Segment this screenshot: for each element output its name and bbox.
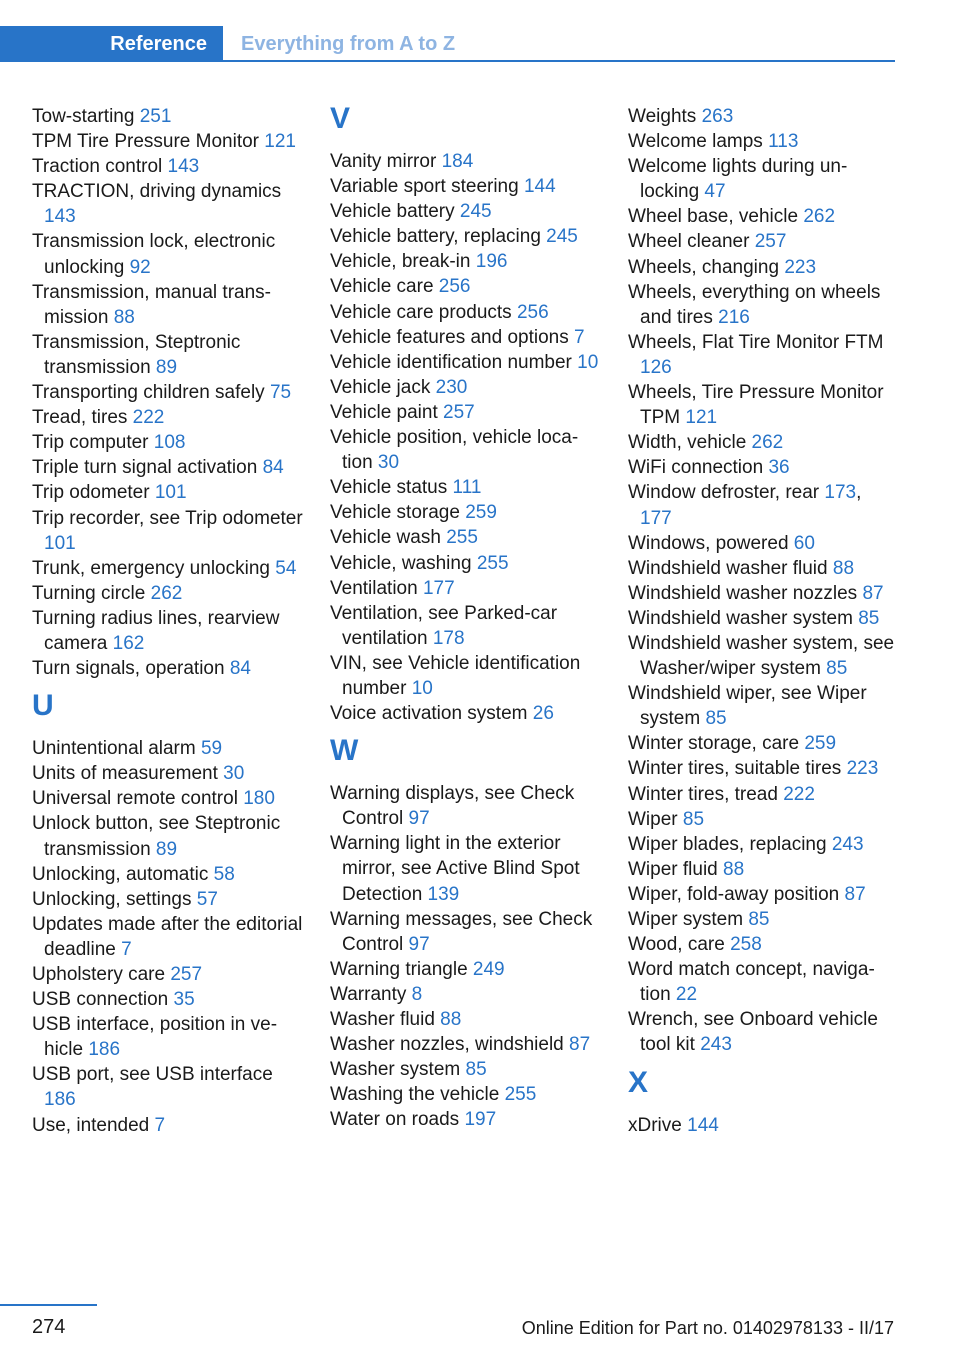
page-reference-link[interactable]: 7 (574, 326, 585, 348)
index-entry-term: Unlocking, settings (32, 888, 197, 910)
index-entry-term: Window defroster, rear (628, 482, 825, 504)
index-entry-term: Vehicle wash (330, 527, 447, 549)
index-entry-term: TRACTION, driving dynamics (32, 181, 282, 203)
index-entry-term: Washer nozzles, windshield (330, 1034, 570, 1056)
page-reference-link[interactable]: 257 (170, 964, 203, 985)
index-entry (330, 1057, 602, 1082)
index-entry-term: Tow-starting (32, 106, 140, 127)
index-entry (330, 300, 602, 325)
index-entry-term: Warranty (330, 983, 412, 1005)
index-entry-term: Wheel cleaner (628, 231, 755, 253)
index-entry (32, 455, 304, 480)
page-reference-link[interactable]: 143 (167, 156, 200, 178)
page-reference-link[interactable]: 88 (440, 1009, 462, 1030)
page-reference-link[interactable]: 85 (826, 658, 848, 680)
page-reference-link[interactable]: 144 (523, 176, 556, 198)
index-entry (32, 887, 304, 912)
index-entry-term: Winter tires, tread (628, 783, 784, 805)
index-entry-term: Vehicle features and options (330, 326, 575, 348)
page-reference-link[interactable]: 60 (793, 532, 815, 554)
index-entry (330, 781, 602, 831)
page-reference-link[interactable]: 245 (546, 226, 578, 248)
page-reference-link[interactable]: 10 (577, 351, 599, 373)
index-entry (330, 249, 602, 274)
page-reference-link[interactable]: 88 (832, 557, 855, 579)
page-reference-link[interactable]: 259 (804, 733, 837, 755)
page-reference-link[interactable]: 113 (768, 131, 799, 153)
page-reference-link[interactable]: 222 (783, 783, 815, 805)
index-entry (32, 330, 304, 380)
page-reference-link[interactable]: 126 (640, 356, 672, 378)
index-entry (32, 862, 304, 887)
subsection-title: Everything from A to Z (241, 33, 456, 55)
index-entry-term: Vehicle battery, replacing (330, 226, 547, 248)
page-reference-link[interactable]: 121 (685, 407, 718, 429)
index-entry-term: Warning triangle (330, 958, 473, 980)
index-entry (628, 255, 896, 280)
index-entry (32, 606, 304, 656)
index-entry (628, 731, 896, 756)
index-entry (330, 475, 602, 500)
page-reference-link[interactable]: 249 (472, 958, 505, 980)
index-entry (330, 651, 602, 701)
index-entry (32, 1012, 304, 1062)
index-entry-term: Wheels, Flat Tire Monitor FTM (628, 331, 884, 353)
index-entry-term: Tread, tires (32, 407, 133, 429)
page-reference-link[interactable]: 59 (200, 738, 223, 760)
index-entry (628, 581, 896, 606)
index-entry (32, 229, 304, 279)
index-entry (32, 811, 304, 861)
header-rule (223, 60, 895, 62)
footer-rule (0, 1304, 97, 1306)
index-entry-term: Universal remote control (32, 788, 244, 810)
index-entry (628, 556, 896, 581)
page-reference-link[interactable]: 36 (768, 457, 790, 479)
page-reference-link[interactable]: 223 (846, 758, 879, 780)
index-entry-term: Windshield washer system (628, 607, 859, 629)
index-entry (32, 1113, 304, 1138)
page-reference-link[interactable]: 262 (150, 582, 183, 604)
page-reference-link[interactable]: 30 (223, 763, 245, 785)
page-reference-link[interactable]: 101 (44, 532, 76, 554)
index-entry-term: Unintentional alarm (32, 738, 201, 760)
index-entry (330, 375, 602, 400)
index-entry (628, 807, 896, 832)
edition-note: Online Edition for Part no. 01402978133 - II/17 (521, 1318, 894, 1338)
index-entry (628, 756, 896, 781)
index-entry (32, 556, 304, 581)
index-entry-term: Windshield wiper, see Wiper system (628, 683, 867, 730)
index-entry (628, 882, 896, 907)
index-entry (32, 656, 304, 681)
index-entry (330, 425, 602, 475)
page-reference-link[interactable]: 223 (784, 256, 817, 278)
index-entry (32, 506, 304, 556)
index-entry-term: Wiper, fold-away position (628, 883, 845, 905)
index-entry-term: Wiper blades, replacing (628, 833, 832, 855)
page-reference-link[interactable]: 259 (465, 502, 497, 524)
index-entry (32, 987, 304, 1012)
page-reference-link[interactable]: 262 (803, 206, 836, 228)
page-reference-link[interactable]: 88 (723, 858, 745, 880)
index-column-2 (330, 104, 602, 1132)
page-reference-link[interactable]: 143 (44, 206, 76, 228)
index-entry-term: Word match concept, navigation (628, 959, 875, 1006)
index-entry-term: Transmission, Steptronic transmission (32, 331, 241, 378)
index-entry (628, 857, 896, 882)
page-reference-link[interactable]: 230 (435, 376, 468, 398)
index-entry (330, 831, 602, 906)
index-entry-term: Windshield washer nozzles (628, 582, 863, 604)
page-reference-link[interactable]: 256 (438, 276, 471, 298)
index-entry (330, 224, 602, 249)
index-entry-term: USB connection (32, 989, 174, 1011)
page-reference-link[interactable]: 121 (264, 131, 296, 153)
page-reference-link[interactable]: 7 (154, 1114, 166, 1136)
index-entry-term: Welcome lamps (628, 131, 769, 153)
index-entry-term: Vehicle battery (330, 201, 460, 223)
index-entry-term: Wheels, Tire Pressure Monitor TPM (628, 382, 884, 429)
page-reference-link[interactable]: 10 (411, 677, 433, 699)
index-entry-term: Wheel base, vehicle (628, 206, 804, 228)
index-entry (628, 1007, 896, 1057)
index-entry (330, 1107, 602, 1132)
index-entry-term: Vehicle, break-in (330, 251, 476, 273)
page-reference-link[interactable]: 177 (640, 507, 672, 529)
index-entry (330, 601, 602, 651)
index-entry (32, 380, 304, 405)
index-letter-heading: V (330, 102, 351, 135)
page-reference-link[interactable]: 8 (411, 983, 423, 1005)
page-reference-link[interactable]: 7 (121, 938, 132, 960)
page-reference-link[interactable]: 85 (465, 1059, 487, 1081)
index-entry-term: Washing the vehicle (330, 1084, 505, 1106)
index-entry-term: Vehicle status (330, 477, 453, 499)
index-entry-term: Width, vehicle (628, 432, 752, 454)
page-number: 274 (32, 1316, 66, 1338)
index-entry-term: Voice activation system (330, 703, 533, 725)
page-reference-link[interactable]: 144 (687, 1114, 719, 1136)
index-entry-term: Vehicle position, vehicle location (330, 427, 579, 474)
index-entry-term: Winter storage, care (628, 733, 805, 755)
index-entry-term: xDrive (628, 1114, 688, 1136)
index-entry-term: Water on roads (330, 1109, 465, 1131)
index-entry-term: Trip odometer (32, 482, 155, 504)
index-entry (32, 104, 304, 129)
page-reference-link[interactable]: 58 (213, 863, 235, 885)
index-entry-term: Weights (628, 106, 702, 127)
index-entry-term: Units of measurement (32, 763, 224, 785)
index-entry (628, 380, 896, 430)
index-entry (330, 576, 602, 601)
page-reference-link[interactable]: 186 (88, 1039, 121, 1061)
page-reference-link[interactable]: 87 (569, 1034, 591, 1056)
index-entry (32, 129, 304, 154)
index-entry (330, 325, 602, 350)
index-entry (330, 1007, 602, 1032)
index-entry (32, 430, 304, 455)
page-reference-link[interactable]: 97 (408, 808, 430, 830)
index-entry (628, 681, 896, 731)
index-entry-term: Wood, care (628, 934, 731, 956)
index-entry-term: Warning displays, see Check Control (330, 783, 575, 830)
index-entry-term: Vehicle identification number (330, 351, 578, 373)
index-entry-term: Triple turn signal activation (32, 457, 263, 479)
index-entry-term: Ventilation, see Parked-car ventilation (330, 602, 558, 649)
page-reference-link[interactable]: 255 (504, 1084, 537, 1106)
page-reference-link[interactable]: 85 (748, 909, 770, 930)
page-reference-link[interactable]: 92 (129, 256, 151, 278)
page-reference-link[interactable]: 243 (700, 1034, 732, 1056)
index-entry-term: Vehicle care products (330, 301, 517, 323)
index-entry (32, 581, 304, 606)
index-entry-term: Use, intended (32, 1114, 155, 1136)
page-reference-link[interactable]: 180 (243, 788, 275, 810)
index-entry-term: Unlocking, automatic (32, 863, 214, 885)
index-column-1 (32, 104, 304, 1138)
page-reference-link[interactable]: 139 (427, 883, 460, 905)
index-entry (628, 531, 896, 556)
index-entry (628, 129, 896, 154)
index-entry (32, 154, 304, 179)
index-entry-term: Turning circle (32, 582, 151, 604)
page-header (0, 26, 895, 62)
index-entry-term: Warning messages, see Check Control (330, 908, 593, 955)
index-entry (628, 430, 896, 455)
page-reference-link[interactable]: 162 (112, 632, 145, 654)
index-entry-term: Windshield washer system, see Washer/wiper system (628, 632, 895, 680)
index-entry-term: Trip computer (32, 432, 154, 454)
page-reference-link[interactable]: 85 (858, 607, 880, 629)
index-entry-term: Trip recorder, see Trip odometer (32, 507, 303, 529)
section-tab: Reference (0, 26, 223, 62)
page-reference-link[interactable]: 84 (262, 457, 284, 479)
index-letter-heading: U (32, 689, 54, 723)
page-reference-link[interactable]: 251 (139, 106, 172, 127)
index-entry-term: Wheels, everything on wheels and tires (628, 281, 881, 328)
page-reference-link[interactable]: 85 (705, 708, 727, 730)
page-reference-link[interactable]: 222 (132, 407, 165, 429)
index-entry-term: WiFi connection (628, 457, 769, 479)
page-reference-link[interactable]: 26 (532, 703, 554, 725)
index-letter-heading: W (330, 734, 359, 768)
index-entry (32, 480, 304, 505)
index-entry-term: Ventilation (330, 577, 423, 599)
index-entry (32, 786, 304, 811)
index-entry-term: Wiper system (628, 909, 749, 930)
index-letter-heading: X (628, 1065, 649, 1099)
index-entry (628, 832, 896, 857)
index-entry-term: Wiper fluid (628, 858, 724, 880)
page-reference-link[interactable]: 101 (154, 482, 187, 504)
index-entry (628, 957, 896, 1007)
page-reference-link[interactable]: 35 (173, 989, 195, 1011)
index-entry-term: Welcome lights during unlocking (628, 156, 848, 203)
index-entry (330, 551, 602, 576)
index-entry-term: Washer fluid (330, 1009, 441, 1030)
index-entry (628, 606, 896, 631)
page-reference-link[interactable]: 178 (432, 627, 465, 649)
index-entry-term: Vehicle paint (330, 401, 444, 423)
index-entry (628, 229, 896, 254)
page-reference-link[interactable]: 30 (377, 452, 400, 474)
index-entry (628, 932, 896, 957)
index-entry-term: Wiper (628, 808, 683, 830)
page-reference-link[interactable]: 263 (701, 106, 734, 127)
index-entry-term: Vehicle care (330, 276, 439, 298)
index-entry (32, 736, 304, 761)
index-entry-term: VIN, see Vehicle identification number (330, 652, 581, 699)
index-entry (32, 1062, 304, 1112)
index-entry-term: Vehicle, washing (330, 552, 477, 574)
index-entry (330, 957, 602, 982)
index-entry-term: Transmission, manual transmission (32, 281, 271, 328)
page-reference-link[interactable]: 243 (831, 833, 864, 855)
index-entry (32, 179, 304, 229)
page-reference-link[interactable]: 257 (443, 401, 475, 423)
page-ref-separator: , (856, 482, 862, 504)
index-entry-term: Transmission lock, electronic unlocking (32, 231, 276, 278)
page-reference-link[interactable]: 75 (269, 382, 292, 404)
index-entry (628, 1113, 896, 1138)
index-entry (330, 982, 602, 1007)
page-reference-link[interactable]: 256 (516, 301, 549, 323)
page-reference-link[interactable]: 177 (422, 577, 455, 599)
index-entry (330, 500, 602, 525)
page-reference-link[interactable]: 255 (446, 527, 478, 549)
index-entry (330, 149, 602, 174)
index-entry-term: Windshield washer fluid (628, 557, 833, 579)
index-entry (32, 280, 304, 330)
index-entry (32, 761, 304, 786)
index-entry-term: Turn signals, operation (32, 658, 230, 680)
index-entry (330, 907, 602, 957)
page-reference-link[interactable]: 196 (475, 251, 508, 273)
page-reference-link[interactable]: 88 (113, 306, 135, 328)
index-entry (628, 330, 896, 380)
index-entry-term: Transporting children safely (32, 382, 270, 404)
page-reference-link[interactable]: 47 (704, 181, 726, 203)
page-reference-link[interactable]: 111 (452, 477, 482, 499)
index-entry (628, 204, 896, 229)
index-entry (32, 912, 304, 962)
page-reference-link[interactable]: 84 (229, 658, 251, 680)
page-reference-link[interactable]: 255 (476, 552, 509, 574)
index-entry-term: Warning light in the exterior mirror, see Active Blind Spot Detection (330, 833, 580, 905)
index-entry-term: Wheels, changing (628, 256, 785, 278)
page-reference-link[interactable]: 258 (730, 934, 762, 956)
index-entry (628, 455, 896, 480)
page-reference-link[interactable]: 57 (196, 888, 218, 910)
page-reference-link[interactable]: 173 (824, 482, 857, 504)
index-entry (32, 405, 304, 430)
page-reference-link[interactable]: 262 (751, 432, 784, 454)
index-entry-term: Updates made after the editorial deadline (32, 913, 303, 960)
index-entry (628, 154, 896, 204)
index-entry (330, 400, 602, 425)
page-reference-link[interactable]: 184 (441, 151, 474, 172)
index-entry-term: Upholstery care (32, 964, 171, 985)
index-entry-term: Turning radius lines, rearview camera (32, 607, 280, 654)
index-entry (330, 1032, 602, 1057)
page-reference-link[interactable]: 85 (682, 808, 705, 830)
index-entry-term: USB interface, position in vehicle (32, 1014, 278, 1061)
page-reference-link[interactable]: 89 (155, 356, 178, 378)
index-entry-term: Winter tires, suitable tires (628, 758, 847, 780)
index-entry-term: Vehicle jack (330, 376, 436, 398)
page-reference-link[interactable]: 87 (862, 582, 884, 604)
page-reference-link[interactable]: 197 (464, 1109, 497, 1131)
index-entry-term: Traction control (32, 156, 168, 178)
page-reference-link[interactable]: 257 (754, 231, 787, 253)
index-entry-term: Vehicle storage (330, 502, 466, 524)
page-reference-link[interactable]: 186 (44, 1089, 76, 1111)
index-entry-term: TPM Tire Pressure Monitor (32, 131, 265, 153)
index-entry (628, 280, 896, 330)
index-column-3 (628, 104, 896, 1138)
index-entry-term: Windows, powered (628, 532, 794, 554)
index-entry (628, 907, 896, 932)
index-entry (330, 1082, 602, 1107)
index-entry-term: Wrench, see Onboard vehicle tool kit (628, 1009, 878, 1056)
index-entry (628, 782, 896, 807)
index-entry-term: Unlock button, see Steptronic transmission (32, 813, 281, 860)
index-entry-term: Variable sport steering (330, 176, 524, 198)
index-entry (330, 274, 602, 299)
page-reference-link[interactable]: 97 (408, 933, 430, 955)
index-entry (330, 525, 602, 550)
page-reference-link[interactable]: 216 (718, 306, 750, 328)
index-entry-term: USB port, see USB interface (32, 1064, 273, 1086)
page-reference-link[interactable]: 89 (155, 838, 178, 860)
index-entry (330, 174, 602, 199)
index-entry-term: Vanity mirror (330, 151, 442, 172)
index-entry-term: Trunk, emergency unlocking (32, 557, 276, 579)
page-reference-link[interactable]: 87 (844, 883, 866, 905)
index-entry (628, 104, 896, 129)
page-reference-link[interactable]: 54 (275, 557, 297, 579)
index-entry (628, 631, 896, 681)
index-entry-term: Washer system (330, 1059, 466, 1081)
index-entry (330, 199, 602, 224)
index-entry (330, 701, 602, 726)
index-entry (330, 350, 602, 375)
index-entry (628, 480, 896, 530)
page-reference-link[interactable]: 22 (675, 984, 698, 1006)
index-entry (32, 962, 304, 987)
page-reference-link[interactable]: 108 (153, 432, 186, 454)
page-reference-link[interactable]: 245 (459, 201, 492, 223)
